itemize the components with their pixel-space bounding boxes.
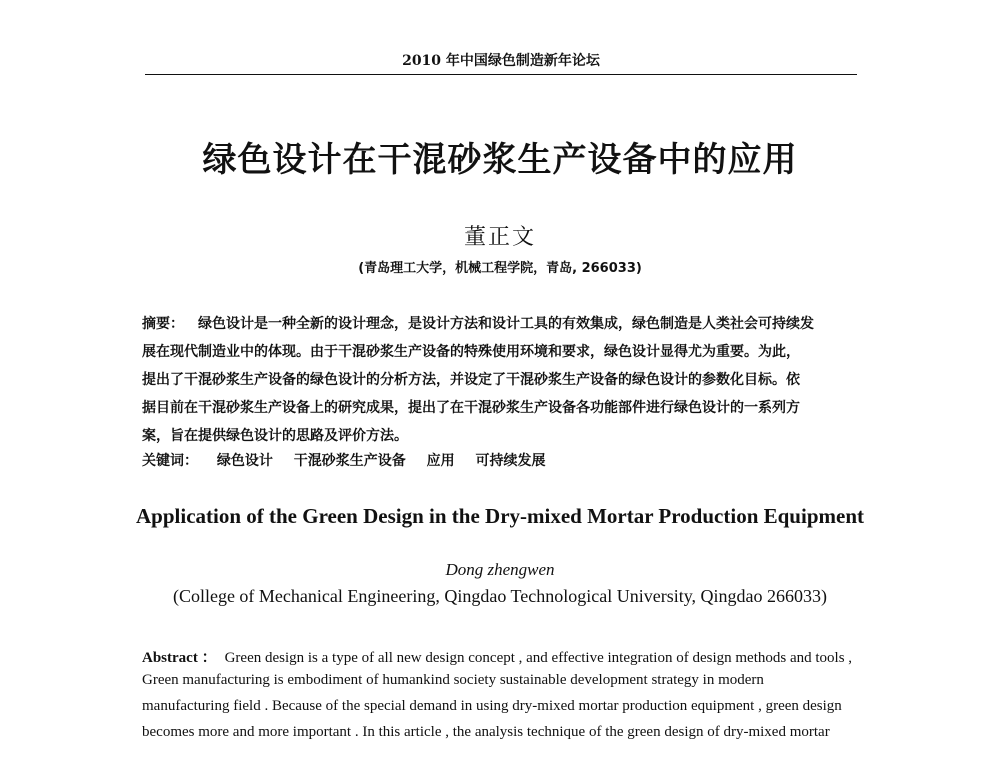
keyword-cn: 应用	[426, 453, 455, 469]
abstract-en-line: manufacturing field . Because of the special demand in using dry-mixed mortar production equipment , green design	[142, 698, 842, 714]
abstract-en-line	[142, 646, 862, 667]
keyword-cn: 绿色设计	[216, 453, 273, 469]
affiliation-en: (College of Mechanical Engineering, Qingdao Technological University, Qingdao 266033)	[172, 586, 828, 606]
abstract-en-label: Abstract ：	[142, 650, 217, 666]
keywords-cn	[142, 450, 862, 470]
abstract-cn-line: 展在现代制造业中的体现。由于干混砂浆生产设备的特殊使用环境和要求，绿色设计显得尤为重要。为此，	[142, 344, 800, 360]
header-rule	[145, 74, 857, 75]
abstract-cn-line: 提出了干混砂浆生产设备的绿色设计的分析方法，并设定了干混砂浆生产设备的绿色设计的参数化目标。依	[142, 372, 800, 388]
abstract-en-line: Green manufacturing is embodiment of humankind society sustainable development strategy in modern	[142, 672, 764, 688]
affiliation-cn: (青岛理工大学，机械工程学院，青岛, 266033)	[358, 261, 642, 276]
abstract-cn-line	[142, 313, 862, 333]
abstract-en-text: Green design is a type of all new design concept , and effective integration of design methods and tools ,	[224, 650, 853, 666]
keyword-cn: 可持续发展	[475, 453, 546, 469]
keyword-cn: 干混砂浆生产设备	[293, 453, 406, 469]
abstract-cn-text: 绿色设计是一种全新的设计理念，是设计方法和设计工具的有效集成，绿色制造是人类社会可持续发	[198, 316, 814, 332]
abstract-cn-label: 摘要：	[142, 316, 184, 332]
author-name-cn: 董正文	[463, 225, 536, 250]
author-name-en: Dong zhengwen	[445, 560, 555, 579]
abstract-cn-line: 案，旨在提供绿色设计的思路及评价方法。	[142, 428, 408, 444]
keywords-cn-label: 关键词：	[142, 453, 198, 469]
abstract-cn-line: 据目前在干混砂浆生产设备上的研究成果，提出了在干混砂浆生产设备各功能部件进行绿色设计的一系列方	[142, 400, 800, 416]
paper-title-en: Application of the Green Design in the Dry-mixed Mortar Production Equipment	[136, 504, 864, 528]
abstract-en-line: becomes more and more important . In this article , the analysis technique of the green design of dry-mixed mortar	[142, 724, 830, 740]
conference-header: 2010 年中国绿色制造新年论坛	[402, 53, 600, 69]
paper-title-cn: 绿色设计在干混砂浆生产设备中的应用	[202, 140, 798, 180]
